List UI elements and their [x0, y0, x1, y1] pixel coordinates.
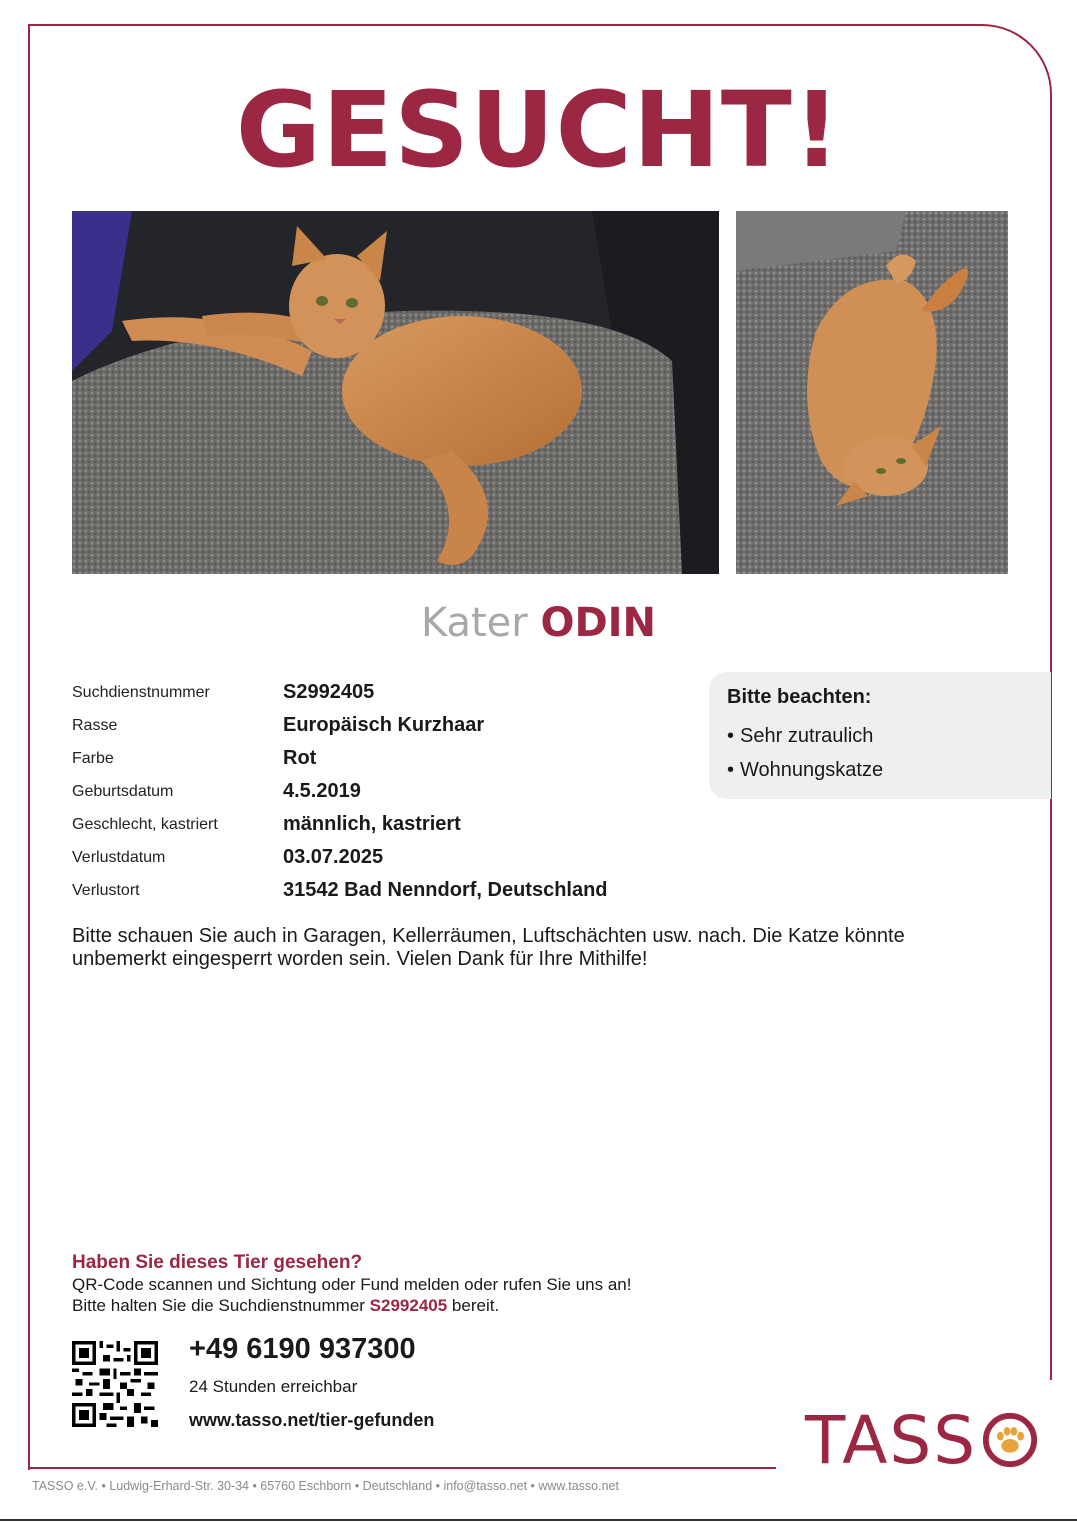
notice-title: Bitte beachten: — [727, 686, 872, 708]
notice-item: • Sehr zutraulich — [727, 719, 1033, 753]
pet-name: ODIN — [540, 600, 657, 646]
headline: GESUCHT! — [235, 69, 842, 191]
contact-reference-note — [72, 1296, 499, 1316]
appeal-text: Bitte schauen Sie auch in Garagen, Kellerräumen, Luftschächten usw. nach. Die Katze könnte unbemerkt eingesperrt worden sein. Vielen Dank für Ihre Mithilfe! — [72, 925, 905, 970]
reference-note-suffix: bereit. — [447, 1296, 500, 1315]
notice-item: • Wohnungskatze — [727, 753, 1033, 787]
poster-frame-bottom — [28, 1467, 776, 1469]
pet-name-heading — [0, 600, 1077, 646]
contact-title: Haben Sie dieses Tier gesehen? — [72, 1252, 363, 1273]
detail-row — [72, 676, 692, 709]
detail-label: Verlustdatum — [72, 848, 166, 866]
reference-number: S2992405 — [369, 1296, 448, 1315]
detail-label: Verlustort — [72, 881, 140, 899]
pet-species: Kater — [420, 600, 528, 646]
detail-row — [72, 874, 692, 907]
page-bottom-line — [0, 1519, 1077, 1521]
contact-instructions: QR-Code scannen und Sichtung oder Fund melden oder rufen Sie uns an! — [72, 1275, 632, 1294]
frame-gap — [1040, 1380, 1060, 1480]
detail-value: 4.5.2019 — [283, 780, 361, 802]
qr-code[interactable] — [72, 1341, 158, 1427]
detail-row — [72, 775, 692, 808]
detail-row — [72, 709, 692, 742]
detail-value: S2992405 — [283, 681, 375, 703]
cat-lying-on-sofa-photo — [72, 211, 719, 574]
tasso-logo — [805, 1400, 1039, 1480]
detail-row — [72, 808, 692, 841]
detail-value: 03.07.2025 — [283, 846, 384, 868]
detail-value: männlich, kastriert — [283, 813, 461, 835]
cat-rolling-on-sofa-photo — [736, 211, 1008, 574]
paw-o-icon — [981, 1411, 1039, 1469]
detail-label: Rasse — [72, 716, 118, 734]
detail-label: Suchdienstnummer — [72, 683, 210, 701]
reference-note-prefix: Bitte halten Sie die Suchdienstnummer — [72, 1296, 370, 1315]
detail-label: Farbe — [72, 749, 114, 767]
availability-hours: 24 Stunden erreichbar — [189, 1377, 358, 1396]
detail-value: Rot — [283, 747, 317, 769]
footer-address: TASSO e.V. • Ludwig-Erhard-Str. 30-34 • 65760 Eschborn • Deutschland • info@tasso.net • www.tasso.net — [32, 1479, 619, 1493]
notice-box — [709, 672, 1051, 799]
phone-number[interactable]: +49 6190 937300 — [189, 1333, 416, 1365]
detail-value: 31542 Bad Nenndorf, Deutschland — [283, 879, 608, 901]
detail-row — [72, 742, 692, 775]
found-pet-link[interactable]: www.tasso.net/tier-gefunden — [189, 1410, 435, 1430]
detail-row — [72, 841, 692, 874]
detail-label: Geschlecht, kastriert — [72, 815, 218, 833]
detail-label: Geburtsdatum — [72, 782, 174, 800]
pet-details-table — [72, 676, 692, 907]
detail-value: Europäisch Kurzhaar — [283, 714, 485, 736]
logo-text: TASS — [805, 1401, 978, 1479]
